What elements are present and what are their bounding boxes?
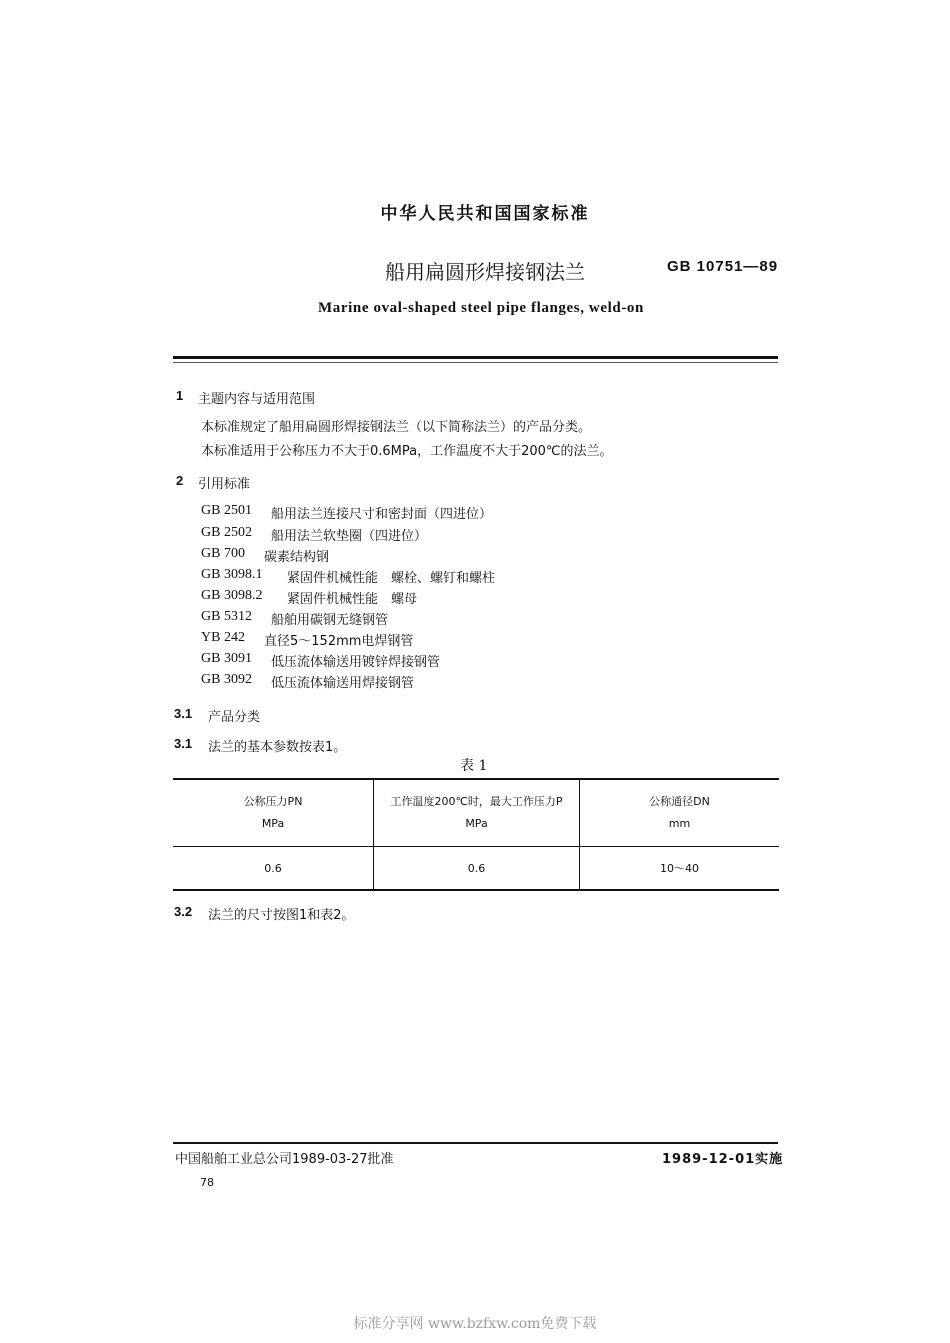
section-2-heading: 引用标准 bbox=[198, 477, 251, 492]
header-nominal-pressure bbox=[173, 779, 374, 847]
reference-title: 紧固件机械性能 螺栓、螺钉和螺柱 bbox=[287, 571, 496, 586]
reference-code: GB 3098.1 bbox=[201, 567, 263, 582]
reference-title: 船舶用碳钢无缝钢管 bbox=[271, 613, 389, 628]
top-rule bbox=[173, 356, 778, 359]
table-header-row bbox=[173, 779, 779, 847]
national-standard-heading: 中华人民共和国国家标准 bbox=[380, 204, 590, 224]
reference-code: GB 3098.2 bbox=[201, 588, 263, 603]
header-line: 公称通径DN bbox=[649, 795, 710, 808]
table-1-caption: 表 1 bbox=[460, 758, 488, 774]
watermark: 标准分享网 www.bzfxw.com免费下载 bbox=[353, 1316, 597, 1332]
section-1-number: 1 bbox=[176, 388, 184, 403]
section-3-number: 3.1 bbox=[174, 706, 193, 721]
reference-code: GB 5312 bbox=[201, 609, 252, 624]
bottom-rule bbox=[173, 1142, 778, 1144]
table-row bbox=[173, 847, 779, 891]
clause-3-2-number: 3.2 bbox=[174, 904, 193, 919]
parameters-table bbox=[173, 778, 779, 891]
effective-date: 1989-12-01实施 bbox=[662, 1152, 784, 1167]
clause-3-1-number: 3.1 bbox=[174, 736, 193, 751]
clause-3-2-text: 法兰的尺寸按图1和表2。 bbox=[208, 908, 355, 923]
section-3-heading: 产品分类 bbox=[208, 710, 261, 725]
reference-title: 紧固件机械性能 螺母 bbox=[287, 592, 418, 607]
header-line: 工作温度200℃时，最大工作压力P bbox=[390, 795, 563, 808]
table-cell: 0.6 bbox=[374, 847, 580, 891]
header-nominal-diameter bbox=[580, 779, 780, 847]
reference-code: GB 3091 bbox=[201, 651, 252, 666]
table-cell: 10～40 bbox=[580, 847, 780, 891]
section-1-paragraph: 本标准规定了船用扁圆形焊接钢法兰（以下简称法兰）的产品分类。 bbox=[201, 420, 592, 435]
reference-title: 船用法兰软垫圈（四进位） bbox=[271, 529, 428, 544]
reference-title: 船用法兰连接尺寸和密封面（四进位） bbox=[271, 507, 493, 522]
header-max-working-pressure bbox=[374, 779, 580, 847]
header-unit: mm bbox=[668, 817, 691, 830]
page-number: 78 bbox=[200, 1176, 214, 1189]
header-unit: MPa bbox=[261, 817, 285, 830]
section-2-number: 2 bbox=[176, 473, 184, 488]
reference-code: YB 242 bbox=[201, 630, 245, 645]
document-title-en: Marine oval-shaped steel pipe flanges, weld-on bbox=[318, 300, 644, 316]
reference-title: 碳素结构钢 bbox=[264, 550, 330, 565]
standard-code: GB 10751—89 bbox=[667, 258, 779, 275]
approval-issuer: 中国船舶工业总公司1989-03-27批准 bbox=[175, 1152, 394, 1167]
reference-code: GB 3092 bbox=[201, 672, 252, 687]
top-rule-thin bbox=[173, 362, 778, 363]
header-unit: MPa bbox=[465, 817, 488, 830]
document-title-cn: 船用扁圆形焊接钢法兰 bbox=[385, 260, 585, 284]
header-line: 公称压力PN bbox=[243, 795, 303, 808]
reference-code: GB 700 bbox=[201, 546, 245, 561]
reference-title: 直径5～152mm电焊钢管 bbox=[264, 634, 414, 649]
section-1-heading: 主题内容与适用范围 bbox=[198, 392, 316, 407]
reference-code: GB 2501 bbox=[201, 503, 252, 518]
table-cell: 0.6 bbox=[173, 847, 374, 891]
reference-code: GB 2502 bbox=[201, 525, 252, 540]
clause-3-1-text: 法兰的基本参数按表1。 bbox=[208, 740, 347, 755]
reference-title: 低压流体输送用焊接钢管 bbox=[271, 676, 415, 691]
reference-title: 低压流体输送用镀锌焊接钢管 bbox=[271, 655, 441, 670]
section-1-paragraph: 本标准适用于公称压力不大于0.6MPa，工作温度不大于200℃的法兰。 bbox=[201, 444, 613, 459]
